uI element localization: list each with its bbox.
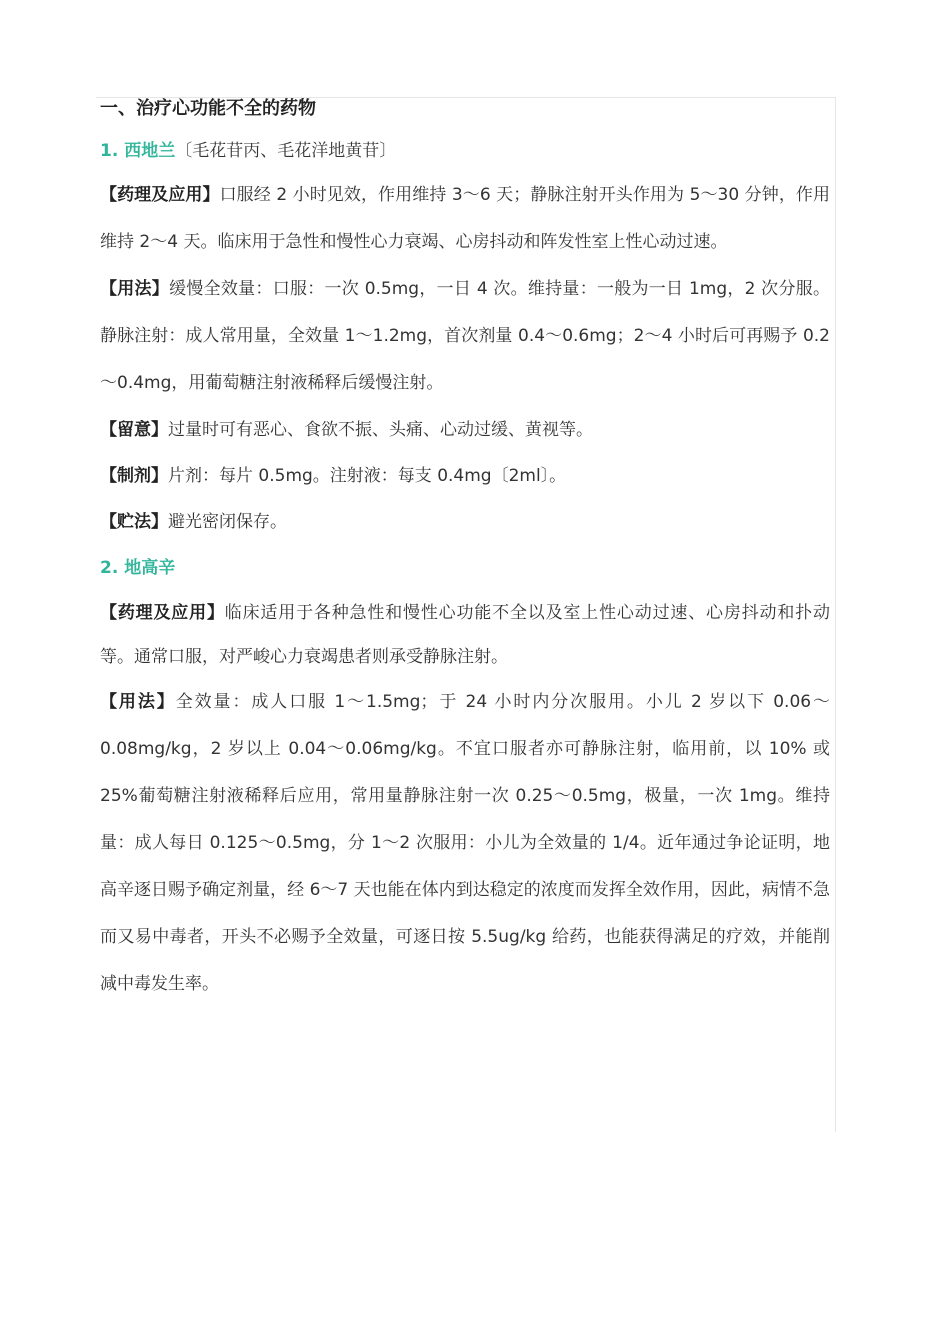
paragraph-text: 全效量：成人口服 1～1.5mg；于 24 小时内分次服用。小儿 2 岁以下 0.06～0.08mg/kg，2 岁以上 0.04～0.06mg/kg。不宜口服者亦可静脉注射，临用前，以 10% 或 25%葡萄糖注射液稀释后应用，常用量静脉注射一次 0.25～0.5mg，极量，一次 1mg。维持量：成人每日 0.125～0.5mg，分 1～2 次服用：小儿为全效量的 1/4。近年通过争论证明，地高辛逐日赐予确定剂量，经 6～7 天也能在体内到达稳定的浓度而发挥全效作用，因此，病情不急而又易中毒者，开头不必赐予全效量，可逐日按 5.5ug/kg 给药，也能获得满足的疗效，并能削减中毒发生率。 — [100, 692, 831, 994]
storage-paragraph — [100, 499, 830, 545]
section-label: 【制剂】 — [100, 466, 168, 486]
caution-paragraph — [100, 407, 830, 453]
section-label: 【药理及应用】 — [100, 603, 225, 623]
paragraph-text: 片剂：每片 0.5mg。注射液：每支 0.4mg〔2ml〕。 — [168, 466, 567, 486]
pharmacology-paragraph — [100, 591, 830, 679]
dosage-paragraph — [100, 266, 830, 407]
dosage-paragraph — [100, 679, 830, 1008]
section-label: 【药理及应用】 — [100, 185, 220, 205]
drug-title — [100, 138, 830, 164]
pharmacology-paragraph — [100, 172, 830, 266]
section-label: 【用法】 — [100, 279, 170, 299]
paragraph-text: 口服经 2 小时见效，作用维持 3～6 天；静脉注射开头作用为 5～30 分钟，作用维持 2～4 天。临床用于急性和慢性心力衰竭、心房抖动和阵发性室上性心动过速。 — [100, 185, 830, 252]
formulation-paragraph — [100, 453, 830, 499]
section-label: 【贮法】 — [100, 512, 168, 532]
drug-name: 2. 地高辛 — [100, 558, 176, 578]
document-body — [100, 96, 830, 1008]
section-heading: 一、治疗心功能不全的药物 — [100, 98, 316, 119]
page-border-right — [835, 97, 836, 1132]
section-label: 【留意】 — [100, 420, 168, 440]
section-label: 【用法】 — [100, 692, 176, 712]
paragraph-text: 临床适用于各种急性和慢性心功能不全以及室上性心动过速、心房抖动和扑动等。通常口服，对严峻心力衰竭患者则承受静脉注射。 — [100, 603, 831, 667]
paragraph-text: 过量时可有恶心、食欲不振、头痛、心动过缓、黄视等。 — [168, 420, 593, 440]
drug-entry-xidilan — [100, 138, 830, 545]
drug-title — [100, 545, 830, 591]
drug-alias: 〔毛花苷丙、毛花洋地黄苷〕 — [175, 141, 397, 161]
drug-name: 1. 西地兰 — [100, 141, 176, 161]
drug-entry-digoxin — [100, 545, 830, 1008]
paragraph-text: 缓慢全效量：口服：一次 0.5mg，一日 4 次。维持量：一般为一日 1mg，2 次分服。静脉注射：成人常用量，全效量 1～1.2mg，首次剂量 0.4～0.6mg；2～4 小时后可再赐予 0.2～0.4mg，用葡萄糖注射液稀释后缓慢注射。 — [100, 279, 830, 393]
paragraph-text: 避光密闭保存。 — [168, 512, 287, 532]
